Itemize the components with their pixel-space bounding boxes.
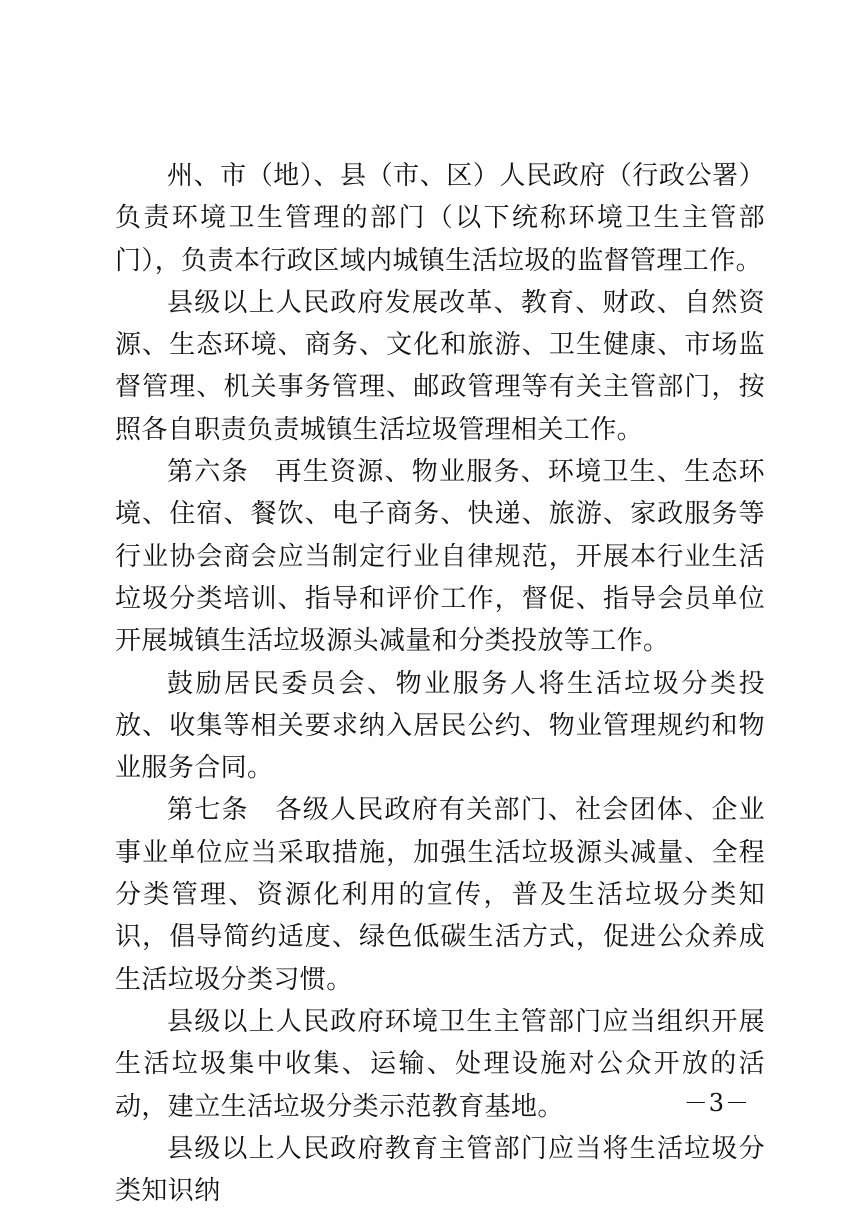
document-body <box>115 155 765 1212</box>
paragraph-text: 县级以上人民政府环境卫生主管部门应当组织开展生活垃圾集中收集、运输、处理设施对公众开放的活动，建立生活垃圾分类示范教育基地。 <box>115 1006 765 1122</box>
paragraph <box>115 1128 765 1213</box>
article-label: 第七条 <box>167 795 249 826</box>
paragraph-text: 州、市（地）、县（市、区）人民政府（行政公署）负责环境卫生管理的部门（以下统称环境卫生主管部门），负责本行政区域内城镇生活垃圾的监督管理工作。 <box>115 161 765 276</box>
paragraph-text: 再生资源、物业服务、环境卫生、生态环境、住宿、餐饮、电子商务、快递、旅游、家政服务等行业协会商会应当制定行业自律规范，开展本行业生活垃圾分类培训、指导和评价工作，督促、指导会员单位开展城镇生活垃圾源头减量和分类投放等工作。 <box>115 457 765 657</box>
paragraph-text: 县级以上人民政府发展改革、教育、财政、自然资源、生态环境、商务、文化和旅游、卫生健康、市场监督管理、机关事务管理、邮政管理等有关主管部门，按照各自职责负责城镇生活垃圾管理相关工作。 <box>115 287 765 445</box>
article-seven <box>115 789 765 1000</box>
page-number: －3－ <box>683 1089 750 1117</box>
paragraph <box>115 663 765 790</box>
paragraph-text: 县级以上人民政府教育主管部门应当将生活垃圾分类知识纳 <box>115 1133 765 1207</box>
article-six <box>115 451 765 662</box>
paragraph <box>115 282 765 451</box>
paragraph-continuation <box>115 155 765 282</box>
paragraph-text: 鼓励居民委员会、物业服务人将生活垃圾分类投放、收集等相关要求纳入居民公约、物业管理规约和物业服务合同。 <box>115 668 765 784</box>
paragraph <box>115 1001 765 1128</box>
paragraph-text: 各级人民政府有关部门、社会团体、企业事业单位应当采取措施，加强生活垃圾源头减量、全程分类管理、资源化利用的宣传，普及生活垃圾分类知识，倡导简约适度、绿色低碳生活方式，促进公众养成生活垃圾分类习惯。 <box>115 795 765 995</box>
article-label: 第六条 <box>167 457 249 488</box>
